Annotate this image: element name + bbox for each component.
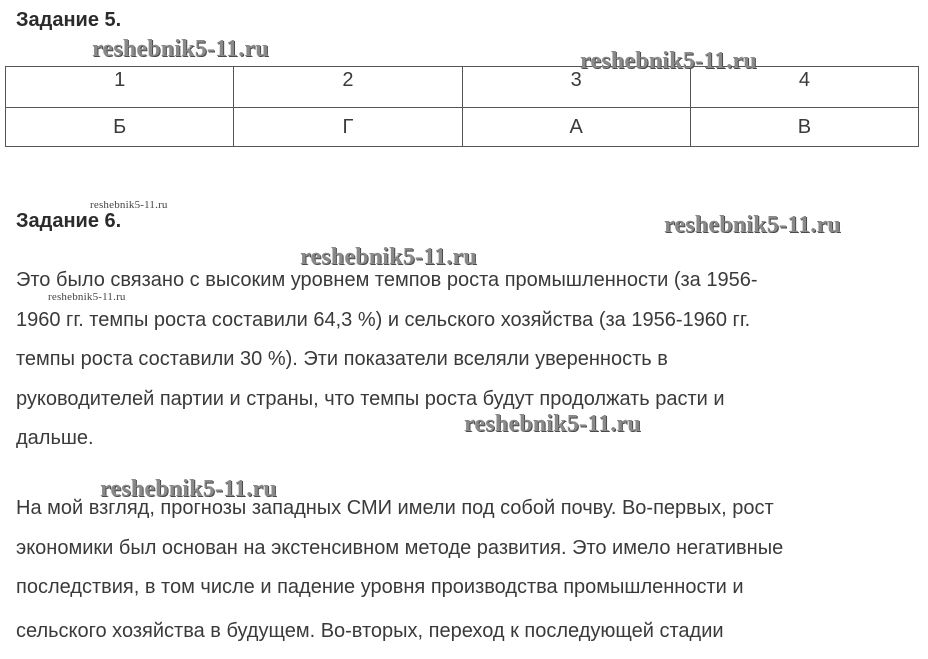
watermark: reshebnik5-11.ru [300, 244, 477, 270]
watermark: reshebnik5-11.ru [48, 291, 126, 303]
table-cell-answer: Г [234, 108, 462, 147]
table-cell-answer: А [462, 108, 690, 147]
task5-heading: Задание 5. [16, 9, 122, 31]
cut-off-text-line [16, 610, 916, 642]
watermark: reshebnik5-11.ru [580, 48, 757, 74]
watermark: reshebnik5-11.ru [100, 476, 277, 502]
text-line: сельского хозяйства в будущем. Во-вторых, переход к последующей стадии [16, 620, 724, 642]
text-line: дальше. [16, 427, 94, 449]
table-cell-number: 3 [462, 67, 690, 108]
task6-heading: Задание 6. [16, 210, 122, 232]
answer-table [5, 66, 919, 147]
watermark: reshebnik5-11.ru [90, 199, 168, 211]
watermark: reshebnik5-11.ru [92, 36, 269, 62]
watermark: reshebnik5-11.ru [664, 212, 841, 238]
text-line: последствия, в том числе и падение уровня производства промышленности и [16, 576, 744, 598]
text-line: экономики был основан на экстенсивном методе развития. Это имело негативные [16, 536, 784, 559]
table-row-numbers [6, 67, 919, 108]
watermark: reshebnik5-11.ru [464, 411, 641, 437]
table-cell-answer: В [690, 108, 918, 147]
table-cell-answer: Б [6, 108, 234, 147]
text-line: На мой взгляд, прогнозы западных СМИ имели под собой почву. Во-первых, рост [16, 497, 774, 519]
table-cell-number: 1 [6, 67, 234, 108]
text-line: руководителей партии и страны, что темпы роста будут продолжать расти и [16, 387, 725, 410]
table-cell-number: 2 [234, 67, 462, 108]
table-cell-number: 4 [690, 67, 918, 108]
text-line: 1960 гг. темпы роста составили 64,3 %) и сельского хозяйства (за 1956-1960 гг. [16, 308, 751, 331]
table-row-answers [6, 108, 919, 147]
text-line: темпы роста составили 30 %). Эти показатели вселяли уверенность в [16, 348, 668, 370]
text-line: Это было связано с высоким уровнем темпов роста промышленности (за 1956- [16, 269, 758, 291]
paragraph-2 [16, 489, 916, 608]
